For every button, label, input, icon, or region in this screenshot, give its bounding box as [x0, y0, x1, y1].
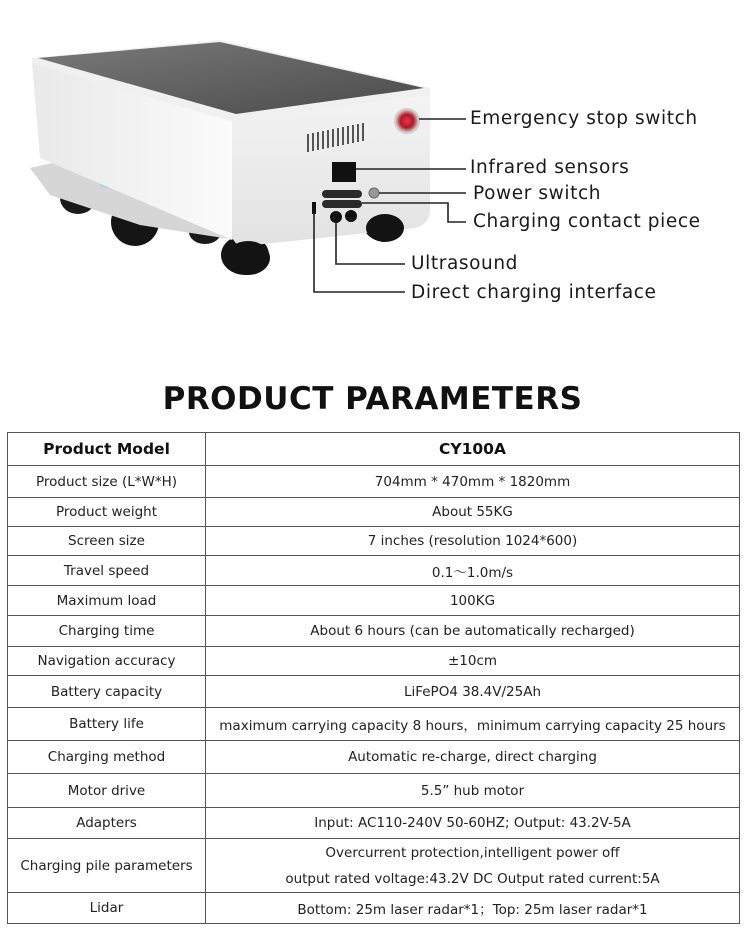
table-row: [8, 586, 740, 616]
row-label: Maximum load: [8, 586, 206, 616]
table-row: [8, 466, 740, 498]
row-label: Adapters: [8, 808, 206, 839]
table-row: [8, 708, 740, 741]
row-value: 5.5” hub motor: [206, 774, 740, 808]
row-value: ±10cm: [206, 647, 740, 676]
row-label: Charging time: [8, 616, 206, 647]
row-label: Product size (L*W*H): [8, 466, 206, 498]
row-value: LiFePO4 38.4V/25Ah: [206, 676, 740, 708]
table-row: [8, 647, 740, 676]
row-value: 0.1～1.0m/s: [206, 556, 740, 586]
table-header-row: [8, 433, 740, 466]
row-value: Automatic re-charge, direct charging: [206, 741, 740, 774]
table-row: [8, 741, 740, 774]
row-label: Navigation accuracy: [8, 647, 206, 676]
table-row: [8, 893, 740, 924]
product-parameters-table: [7, 432, 740, 924]
row-label: Charging method: [8, 741, 206, 774]
row-value: 704mm * 470mm * 1820mm: [206, 466, 740, 498]
row-label: Battery capacity: [8, 676, 206, 708]
callout-ultrasound: Ultrasound: [411, 253, 519, 274]
table-row: [8, 498, 740, 527]
table-row: [8, 808, 740, 839]
row-label: Motor drive: [8, 774, 206, 808]
row-value-line-2: output rated voltage:43.2V DC Output rated current:5A: [285, 870, 660, 887]
row-label: Screen size: [8, 527, 206, 556]
row-label: Battery life: [8, 708, 206, 741]
row-value: 100KG: [206, 586, 740, 616]
row-value: Input: AC110-240V 50-60HZ; Output: 43.2V-5A: [206, 808, 740, 839]
row-value-multiline: [206, 839, 740, 893]
row-label: Travel speed: [8, 556, 206, 586]
table-row: [8, 774, 740, 808]
product-figure: [0, 0, 750, 345]
table-row: [8, 676, 740, 708]
row-label: Charging pile parameters: [8, 839, 206, 893]
header-value: CY100A: [206, 433, 740, 466]
callout-infrared-sensors: Infrared sensors: [470, 157, 630, 178]
callout-charging-contact: Charging contact piece: [473, 211, 701, 232]
table-row: [8, 839, 740, 893]
row-value-line-1: Overcurrent protection,intelligent power off: [325, 844, 620, 861]
callout-power-switch: Power switch: [473, 183, 602, 204]
table-row: [8, 556, 740, 586]
row-value: 7 inches (resolution 1024*600): [206, 527, 740, 556]
callout-direct-charging: Direct charging interface: [411, 282, 657, 303]
row-value: maximum carrying capacity 8 hours，minimum carrying capacity 25 hours: [206, 708, 740, 741]
header-label: Product Model: [8, 433, 206, 466]
table-row: [8, 527, 740, 556]
row-value: Bottom: 25m laser radar*1；Top: 25m laser radar*1: [206, 893, 740, 924]
page-title: PRODUCT PARAMETERS: [162, 381, 583, 417]
table-row: [8, 616, 740, 647]
callout-emergency-stop: Emergency stop switch: [470, 108, 698, 129]
row-label: Lidar: [8, 893, 206, 924]
row-label: Product weight: [8, 498, 206, 527]
row-value: About 55KG: [206, 498, 740, 527]
row-value: About 6 hours (can be automatically recharged): [206, 616, 740, 647]
